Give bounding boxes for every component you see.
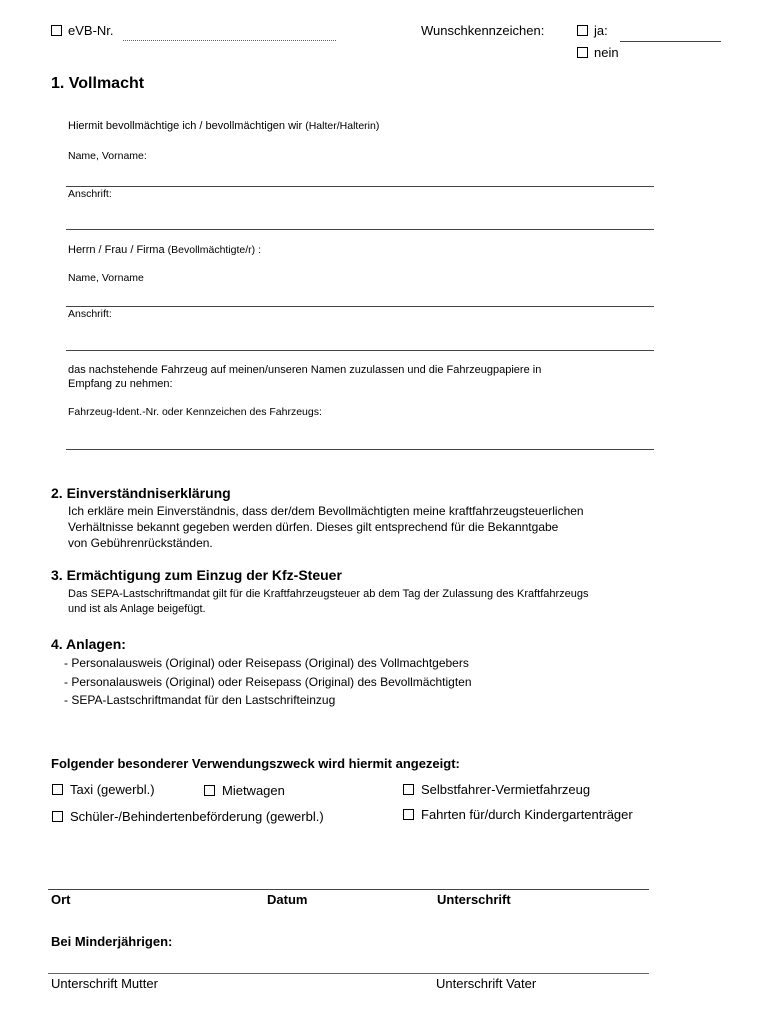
section-einverstaendnis-title: 2. Einverständniserklärung xyxy=(51,485,231,501)
wunsch-nein-label: nein xyxy=(594,45,619,60)
einverstaendnis-line-2: Verhältnisse bekannt gegeben werden dürfen. Dieses gilt entsprechend für die Bekanntgabe xyxy=(68,520,559,534)
evb-field-line[interactable] xyxy=(123,40,336,41)
herrn-small: (Bevollmächtigte/r) : xyxy=(167,244,262,256)
fahrzeug-text-line-1: das nachstehende Fahrzeug auf meinen/unseren Namen zuzulassen und die Fahrzeugpapiere in xyxy=(68,364,542,376)
schueler-label: Schüler-/Behindertenbeförderung (gewerbl.) xyxy=(70,809,324,824)
unterschrift-mutter-label: Unterschrift Mutter xyxy=(51,976,158,991)
section-ermaechtigung-title: 3. Ermächtigung zum Einzug der Kfz-Steuer xyxy=(51,567,342,583)
bevollmaechtigter-label xyxy=(68,244,261,256)
signature-line[interactable] xyxy=(48,889,649,890)
unterschrift-vater-label: Unterschrift Vater xyxy=(436,976,537,991)
parent-signature-line[interactable] xyxy=(48,973,649,974)
name-vorname-label-1: Name, Vorname: xyxy=(68,150,147,162)
schueler-checkbox[interactable] xyxy=(52,811,63,822)
ermaechtigung-line-2: und ist als Anlage beigefügt. xyxy=(68,603,206,615)
datum-label: Datum xyxy=(267,892,308,907)
kindergarten-checkbox[interactable] xyxy=(403,809,414,820)
wunsch-ja-label: ja: xyxy=(594,23,608,38)
anlagen-item: - SEPA-Lastschriftmandat für den Lastschrifteinzug xyxy=(64,693,336,707)
mietwagen-checkbox[interactable] xyxy=(204,785,215,796)
wunsch-ja-checkbox[interactable] xyxy=(577,25,588,36)
ermaechtigung-line-1: Das SEPA-Lastschriftmandat gilt für die Kraftfahrzeugsteuer ab dem Tag der Zulassung des Kraftfahrzeugs xyxy=(68,588,589,600)
name-vorname-line-2[interactable] xyxy=(66,306,654,307)
evb-label: eVB-Nr. xyxy=(68,23,114,38)
ort-label: Ort xyxy=(51,892,71,907)
minderjaehrige-label: Bei Minderjährigen: xyxy=(51,934,173,949)
kindergarten-label: Fahrten für/durch Kindergartenträger xyxy=(421,807,633,822)
mietwagen-label: Mietwagen xyxy=(222,783,285,798)
anschrift-label-1: Anschrift: xyxy=(68,188,112,200)
evb-checkbox[interactable] xyxy=(51,25,62,36)
fahrzeug-ident-line[interactable] xyxy=(66,449,654,450)
wunsch-nein-checkbox[interactable] xyxy=(577,47,588,58)
anlagen-item: - Personalausweis (Original) oder Reisepass (Original) des Bevollmächtigten xyxy=(64,675,472,689)
einverstaendnis-line-1: Ich erkläre mein Einverständnis, dass der/dem Bevollmächtigten meine kraftfahrzeugsteuerlichen xyxy=(68,504,584,518)
anschrift-line-1[interactable] xyxy=(66,229,654,230)
vollmacht-intro-small: (Halter/Halterin) xyxy=(305,120,380,132)
section-vollmacht-title: 1. Vollmacht xyxy=(51,75,145,92)
taxi-label: Taxi (gewerbl.) xyxy=(70,782,155,797)
wunschkennzeichen-label: Wunschkennzeichen: xyxy=(421,23,545,38)
einverstaendnis-line-3: von Gebührenrückständen. xyxy=(68,536,213,550)
fahrzeug-text-line-2: Empfang zu nehmen: xyxy=(68,378,173,390)
name-vorname-label-2: Name, Vorname xyxy=(68,272,144,284)
vollmacht-intro-text: Hiermit bevollmächtige ich / bevollmächtigen wir xyxy=(68,120,303,132)
verwendung-title: Folgender besonderer Verwendungszweck wird hiermit angezeigt: xyxy=(51,756,460,771)
unterschrift-label: Unterschrift xyxy=(437,892,511,907)
vollmacht-intro xyxy=(68,120,379,132)
taxi-checkbox[interactable] xyxy=(52,784,63,795)
anschrift-line-2[interactable] xyxy=(66,350,654,351)
anschrift-label-2: Anschrift: xyxy=(68,308,112,320)
herrn-text: Herrn / Frau / Firma xyxy=(68,244,165,256)
selbstfahrer-checkbox[interactable] xyxy=(403,784,414,795)
anlagen-item: - Personalausweis (Original) oder Reisepass (Original) des Vollmachtgebers xyxy=(64,656,469,670)
wunsch-ja-field-line[interactable] xyxy=(620,41,721,42)
selbstfahrer-label: Selbstfahrer-Vermietfahrzeug xyxy=(421,782,591,797)
section-anlagen-title: 4. Anlagen: xyxy=(51,636,126,652)
fahrzeug-ident-label: Fahrzeug-Ident.-Nr. oder Kennzeichen des Fahrzeugs: xyxy=(68,406,322,418)
name-vorname-line-1[interactable] xyxy=(66,186,654,187)
